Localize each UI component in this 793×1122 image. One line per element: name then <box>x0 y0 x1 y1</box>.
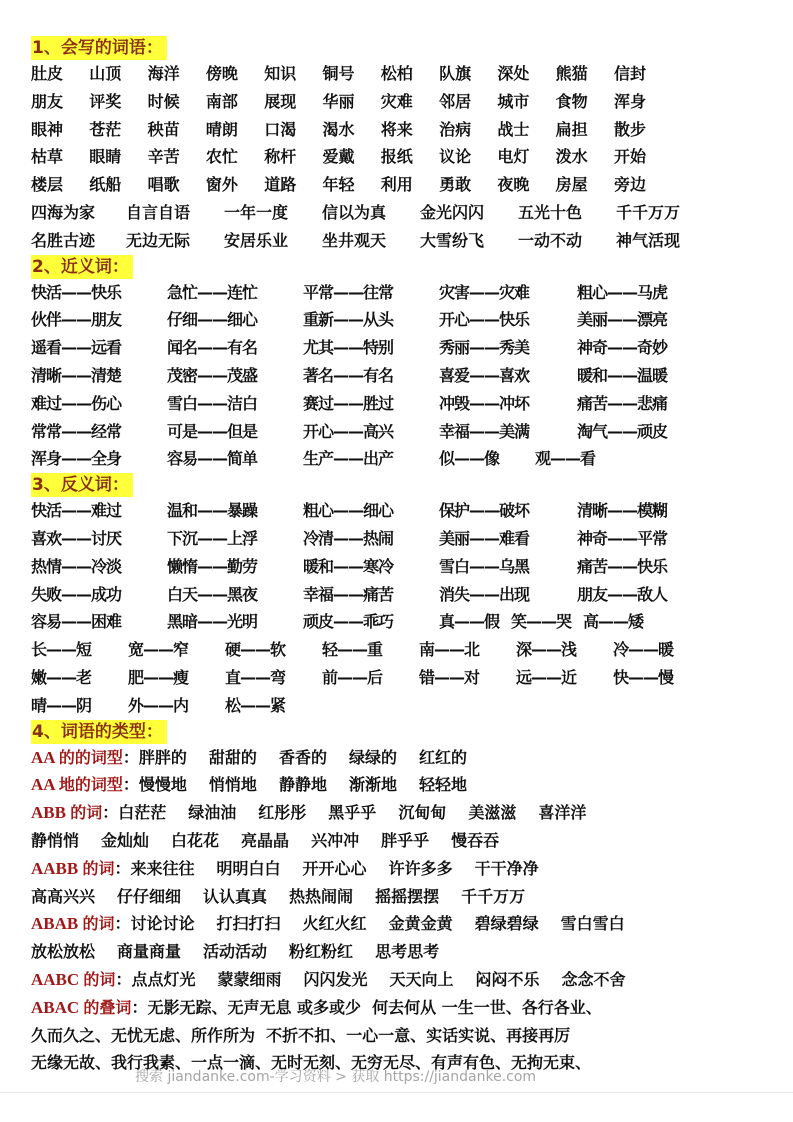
type-item: 悄悄地 <box>208 775 257 795</box>
type-item: 美滋滋 <box>468 803 517 823</box>
word-pair: 肥——瘦 <box>128 667 189 687</box>
pair-row <box>31 636 771 664</box>
word-pair: 神奇——奇妙 <box>577 338 668 358</box>
type-line <box>31 938 771 966</box>
word-pair: 温和——暴躁 <box>167 501 258 521</box>
word: 食物 <box>555 91 588 111</box>
word-pair: 开心——快乐 <box>439 310 530 330</box>
type-item: 讨论讨论 <box>130 914 195 934</box>
type-item: 慢慢地 <box>138 775 187 795</box>
pair-row <box>31 581 771 609</box>
word-pair: 似——像 <box>439 449 500 469</box>
type-item: 渐渐地 <box>348 775 397 795</box>
word: 夜晚 <box>497 175 530 195</box>
word-pair: 高——矮 <box>583 612 644 632</box>
word-pair: 幸福——痛苦 <box>303 584 394 604</box>
type-item: 静静地 <box>278 775 327 795</box>
word-pair: 冲毁——冲坏 <box>439 393 530 413</box>
idiom: 五光十色 <box>518 202 583 222</box>
type-line <box>31 1049 771 1077</box>
word-pair: 生产——出产 <box>303 449 394 469</box>
type-item: 慢吞吞 <box>451 830 500 850</box>
section-1-heading: 1、会写的词语： <box>31 36 167 60</box>
type-label-cn: 的的词型 <box>58 747 123 767</box>
type-item: 金灿灿 <box>101 830 150 850</box>
word-pair: 茂密——茂盛 <box>167 365 258 385</box>
type-item: 兴冲冲 <box>311 830 360 850</box>
word-pair: 可是——但是 <box>167 421 258 441</box>
word-pair: 灾害——灾难 <box>439 282 530 302</box>
type-text: 无缘无故、我行我素、一点一滴、无时无刻、无穷无尽、有声有色、无拘无束、 <box>31 1053 592 1073</box>
word: 秧苗 <box>147 119 180 139</box>
word: 旁边 <box>613 175 646 195</box>
word: 勇敢 <box>439 175 472 195</box>
word: 知识 <box>264 64 297 83</box>
type-line <box>31 910 771 938</box>
idiom: 安居乐业 <box>224 230 289 250</box>
idiom: 神气活现 <box>616 230 681 250</box>
idiom: 名胜古迹 <box>31 230 96 250</box>
word-pair: 神奇——平常 <box>577 528 668 548</box>
word-pair: 急忙——连忙 <box>167 282 258 302</box>
colon: ： <box>114 858 131 878</box>
word: 开始 <box>613 147 646 167</box>
word: 利用 <box>380 175 413 195</box>
type-item: 热热闹闹 <box>289 886 354 906</box>
word-pair: 深——浅 <box>516 640 577 660</box>
type-line <box>31 994 771 1022</box>
idiom: 千千万万 <box>616 202 681 222</box>
section-4-heading: 4、词语的类型： <box>31 720 167 744</box>
word: 肚皮 <box>31 64 64 83</box>
word-pair: 冷清——热闹 <box>303 528 394 548</box>
word: 纸船 <box>89 175 122 195</box>
type-item: 金黄金黄 <box>388 914 453 934</box>
idiom: 一动不动 <box>518 230 583 250</box>
type-item: 闷闷不乐 <box>475 969 540 989</box>
word-pair: 粗心——马虎 <box>577 282 668 302</box>
colon: ： <box>115 969 132 989</box>
word-pair: 清晰——清楚 <box>31 365 122 385</box>
type-item: 闪闪发光 <box>303 969 368 989</box>
word: 治病 <box>439 119 472 139</box>
type-item: 蒙蒙细雨 <box>217 969 282 989</box>
word: 山顶 <box>89 64 122 83</box>
word-pair: 遥看——远看 <box>31 338 122 358</box>
word: 战士 <box>497 119 530 139</box>
word-pair: 痛苦——悲痛 <box>577 393 668 413</box>
pair-row <box>31 390 771 418</box>
word-pair: 喜欢——讨厌 <box>31 528 122 548</box>
word: 泼水 <box>555 147 588 167</box>
type-item: 高高兴兴 <box>31 886 96 906</box>
pair-row <box>31 553 771 581</box>
word: 松柏 <box>380 64 413 83</box>
type-item: 念念不舍 <box>561 969 626 989</box>
word-pair: 淘气——顽皮 <box>577 421 668 441</box>
type-label-cn: 的词 <box>70 803 103 823</box>
word-row <box>31 116 771 144</box>
type-item: 雪白雪白 <box>560 914 625 934</box>
word: 朋友 <box>31 91 64 111</box>
idiom: 金光闪闪 <box>420 202 485 222</box>
type-item: 红彤彤 <box>258 803 307 823</box>
word-pair: 失败——成功 <box>31 584 122 604</box>
word-pair: 赛过——胜过 <box>303 393 394 413</box>
type-line <box>31 799 771 827</box>
type-label: AABB <box>31 858 83 878</box>
word-pair: 快——慢 <box>613 667 674 687</box>
idiom: 自言自语 <box>126 202 191 222</box>
type-item: 亮晶晶 <box>241 830 290 850</box>
word: 窗外 <box>205 175 238 195</box>
word-pair: 前——后 <box>322 667 383 687</box>
idiom-row <box>31 199 771 227</box>
type-line <box>31 744 771 772</box>
word-pair: 宽——窄 <box>128 640 189 660</box>
idiom: 一年一度 <box>224 202 289 222</box>
type-label: ABAC <box>31 997 84 1017</box>
word-pair: 顽皮——乖巧 <box>303 612 394 632</box>
word-pair: 快活——难过 <box>31 501 122 521</box>
word: 房屋 <box>555 175 588 195</box>
word-pair: 松——紧 <box>225 695 286 715</box>
word: 苍茫 <box>89 119 122 139</box>
word-pair: 外——内 <box>128 695 189 715</box>
word: 信封 <box>613 64 646 83</box>
word: 辛苦 <box>147 147 180 167</box>
word-pair: 仔细——细心 <box>167 310 258 330</box>
type-label: ABB <box>31 803 71 823</box>
word-pair: 冷——暖 <box>613 640 674 660</box>
word-pair: 直——弯 <box>225 667 286 687</box>
word-pair: 暖和——温暖 <box>577 365 668 385</box>
word: 时候 <box>147 91 180 111</box>
word-pair: 远——近 <box>516 667 577 687</box>
type-item: 胖胖的 <box>138 747 187 767</box>
pair-row <box>31 418 771 446</box>
word-pair: 黑暗——光明 <box>167 612 258 632</box>
word: 电灯 <box>497 147 530 167</box>
word: 邻居 <box>439 91 472 111</box>
type-item: 天天向上 <box>389 969 454 989</box>
type-item: 摇摇摆摆 <box>375 886 440 906</box>
type-line <box>31 1022 771 1050</box>
type-label-cn: 的词 <box>82 858 115 878</box>
word-pair: 尤其——特别 <box>303 338 394 358</box>
word-pair: 难过——伤心 <box>31 393 122 413</box>
word: 铜号 <box>322 64 355 83</box>
footer-divider <box>0 1092 793 1093</box>
word: 扁担 <box>555 119 588 139</box>
type-item: 许许多多 <box>388 858 453 878</box>
type-item: 思考思考 <box>375 942 440 962</box>
type-line <box>31 771 771 799</box>
type-item: 千千万万 <box>461 886 526 906</box>
type-label: AA <box>31 747 59 767</box>
type-item: 静悄悄 <box>31 830 80 850</box>
word-row <box>31 171 771 199</box>
word-pair: 美丽——难看 <box>439 528 530 548</box>
word: 展现 <box>264 91 297 111</box>
word-pair: 嫩——老 <box>31 667 92 687</box>
type-item: 干干净净 <box>474 858 539 878</box>
word-pair: 长——短 <box>31 640 92 660</box>
word: 爱戴 <box>322 147 355 167</box>
type-item: 仔仔细细 <box>117 886 182 906</box>
type-item: 甜甜的 <box>208 747 257 767</box>
word-pair: 观——看 <box>535 449 596 469</box>
word: 浑身 <box>613 91 646 111</box>
word-pair: 南——北 <box>419 640 480 660</box>
type-text: 无影无踪、无声无息 或多或少 何去何从 一生一世、各行各业、 <box>147 997 602 1017</box>
word-pair: 轻——重 <box>322 640 383 660</box>
word: 队旗 <box>439 64 472 83</box>
word: 海洋 <box>147 64 180 83</box>
word: 称杆 <box>264 147 297 167</box>
colon: ： <box>122 775 139 795</box>
word-pair: 下沉——上浮 <box>167 528 258 548</box>
type-item: 商量商量 <box>117 942 182 962</box>
word-pair: 幸福——美满 <box>439 421 530 441</box>
pair-row <box>31 445 771 473</box>
word: 报纸 <box>380 147 413 167</box>
word-row <box>31 143 771 171</box>
word-pair: 重新——从头 <box>303 310 394 330</box>
type-line <box>31 855 771 883</box>
word-pair: 白天——黑夜 <box>167 584 258 604</box>
word-row <box>31 88 771 116</box>
type-line <box>31 883 771 911</box>
word-pair: 真——假 <box>439 612 500 632</box>
type-text: 久而久之、无忧无虑、所作所为 不折不扣、一心一意、实话实说、再接再厉 <box>31 1025 571 1045</box>
word: 傍晚 <box>205 64 238 83</box>
type-item: 粉红粉红 <box>289 942 354 962</box>
word-pair: 雪白——乌黑 <box>439 556 530 576</box>
word: 深处 <box>497 64 530 83</box>
word-pair: 闻名——有名 <box>167 338 258 358</box>
word-pair: 容易——简单 <box>167 449 258 469</box>
pair-row <box>31 497 771 525</box>
word: 评奖 <box>89 91 122 111</box>
type-item: 点点灯光 <box>131 969 196 989</box>
type-item: 明明白白 <box>216 858 281 878</box>
type-label: AABC <box>31 969 84 989</box>
word-pair: 晴——阴 <box>31 695 92 715</box>
word: 南部 <box>205 91 238 111</box>
word-pair: 朋友——敌人 <box>577 584 668 604</box>
pair-row <box>31 306 771 334</box>
type-line <box>31 966 771 994</box>
word-pair: 笑——哭 <box>511 612 572 632</box>
word-pair: 常常——经常 <box>31 421 122 441</box>
word-pair: 平常——往常 <box>303 282 394 302</box>
word: 熊猫 <box>555 64 588 83</box>
watermark: 搜索 jiandanke.com-学习资料 > 获取 https://jiandanke.com <box>135 1069 537 1085</box>
type-label-cn: 地的词型 <box>58 775 123 795</box>
word-pair: 快活——快乐 <box>31 282 122 302</box>
type-item: 红红的 <box>418 747 467 767</box>
pair-row <box>31 692 771 720</box>
type-item: 打扫打扫 <box>216 914 281 934</box>
type-item: 黑乎乎 <box>328 803 377 823</box>
word: 城市 <box>497 91 530 111</box>
word: 灾难 <box>380 91 413 111</box>
idiom: 坐井观天 <box>322 230 387 250</box>
word: 议论 <box>439 147 472 167</box>
word-pair: 喜爱——喜欢 <box>439 365 530 385</box>
word-pair: 粗心——细心 <box>303 501 394 521</box>
word-pair: 懒惰——勤劳 <box>167 556 258 576</box>
word: 唱歌 <box>147 175 180 195</box>
type-item: 绿绿的 <box>348 747 397 767</box>
word: 年轻 <box>322 175 355 195</box>
word: 渴水 <box>322 119 355 139</box>
word-pair: 清晰——模糊 <box>577 501 668 521</box>
type-item: 认认真真 <box>203 886 268 906</box>
word: 晴朗 <box>205 119 238 139</box>
word-pair: 秀丽——秀美 <box>439 338 530 358</box>
section-2-heading: 2、近义词： <box>31 255 133 279</box>
type-item: 轻轻地 <box>418 775 467 795</box>
type-item: 白花花 <box>171 830 220 850</box>
colon: ： <box>131 997 148 1017</box>
type-item: 放松放松 <box>31 942 96 962</box>
word-pair: 错——对 <box>419 667 480 687</box>
idiom: 四海为家 <box>31 202 96 222</box>
colon: ： <box>114 914 131 934</box>
word-pair: 伙伴——朋友 <box>31 310 122 330</box>
pair-row <box>31 279 771 307</box>
word-row <box>31 60 771 88</box>
word-pair: 雪白——洁白 <box>167 393 258 413</box>
type-item: 活动活动 <box>203 942 268 962</box>
word-pair: 浑身——全身 <box>31 449 122 469</box>
word-pair: 硬——软 <box>225 640 286 660</box>
colon: ： <box>102 803 119 823</box>
type-item: 碧绿碧绿 <box>474 914 539 934</box>
word-pair: 开心——高兴 <box>303 421 394 441</box>
type-item: 香香的 <box>278 747 327 767</box>
type-item: 来来往往 <box>130 858 195 878</box>
type-label-cn: 的词 <box>83 969 116 989</box>
type-item: 沉甸甸 <box>398 803 447 823</box>
word-pair: 美丽——漂亮 <box>577 310 668 330</box>
idiom: 信以为真 <box>322 202 387 222</box>
pair-row <box>31 664 771 692</box>
word-pair: 痛苦——快乐 <box>577 556 668 576</box>
type-line <box>31 827 771 855</box>
idiom-row <box>31 227 771 255</box>
word-pair: 热情——冷淡 <box>31 556 122 576</box>
word: 枯草 <box>31 147 64 167</box>
word: 农忙 <box>205 147 238 167</box>
type-label-cn: 的词 <box>82 914 115 934</box>
word: 散步 <box>613 119 646 139</box>
pair-row <box>31 525 771 553</box>
type-label-cn: 的叠词 <box>83 997 132 1017</box>
type-item: 胖乎乎 <box>381 830 430 850</box>
type-item: 绿油油 <box>188 803 237 823</box>
word-pair: 暖和——寒冷 <box>303 556 394 576</box>
word-pair: 著名——有名 <box>303 365 394 385</box>
word: 眼神 <box>31 119 64 139</box>
worksheet <box>31 36 771 1077</box>
word-pair: 消失——出现 <box>439 584 530 604</box>
type-label: AA <box>31 775 59 795</box>
word-pair: 容易——困难 <box>31 612 122 632</box>
colon: ： <box>122 747 139 767</box>
word: 道路 <box>264 175 297 195</box>
word: 口渴 <box>264 119 297 139</box>
pair-row <box>31 608 771 636</box>
idiom: 大雪纷飞 <box>420 230 485 250</box>
word: 楼层 <box>31 175 64 195</box>
type-item: 火红火红 <box>302 914 367 934</box>
word: 华丽 <box>322 91 355 111</box>
pair-row <box>31 334 771 362</box>
type-item: 白茫茫 <box>118 803 167 823</box>
word-pair: 保护——破坏 <box>439 501 530 521</box>
type-item: 开开心心 <box>302 858 367 878</box>
word: 眼睛 <box>89 147 122 167</box>
type-item: 喜洋洋 <box>538 803 587 823</box>
type-label: ABAB <box>31 914 83 934</box>
word: 将来 <box>380 119 413 139</box>
idiom: 无边无际 <box>126 230 191 250</box>
pair-row <box>31 362 771 390</box>
section-3-heading: 3、反义词： <box>31 473 133 497</box>
